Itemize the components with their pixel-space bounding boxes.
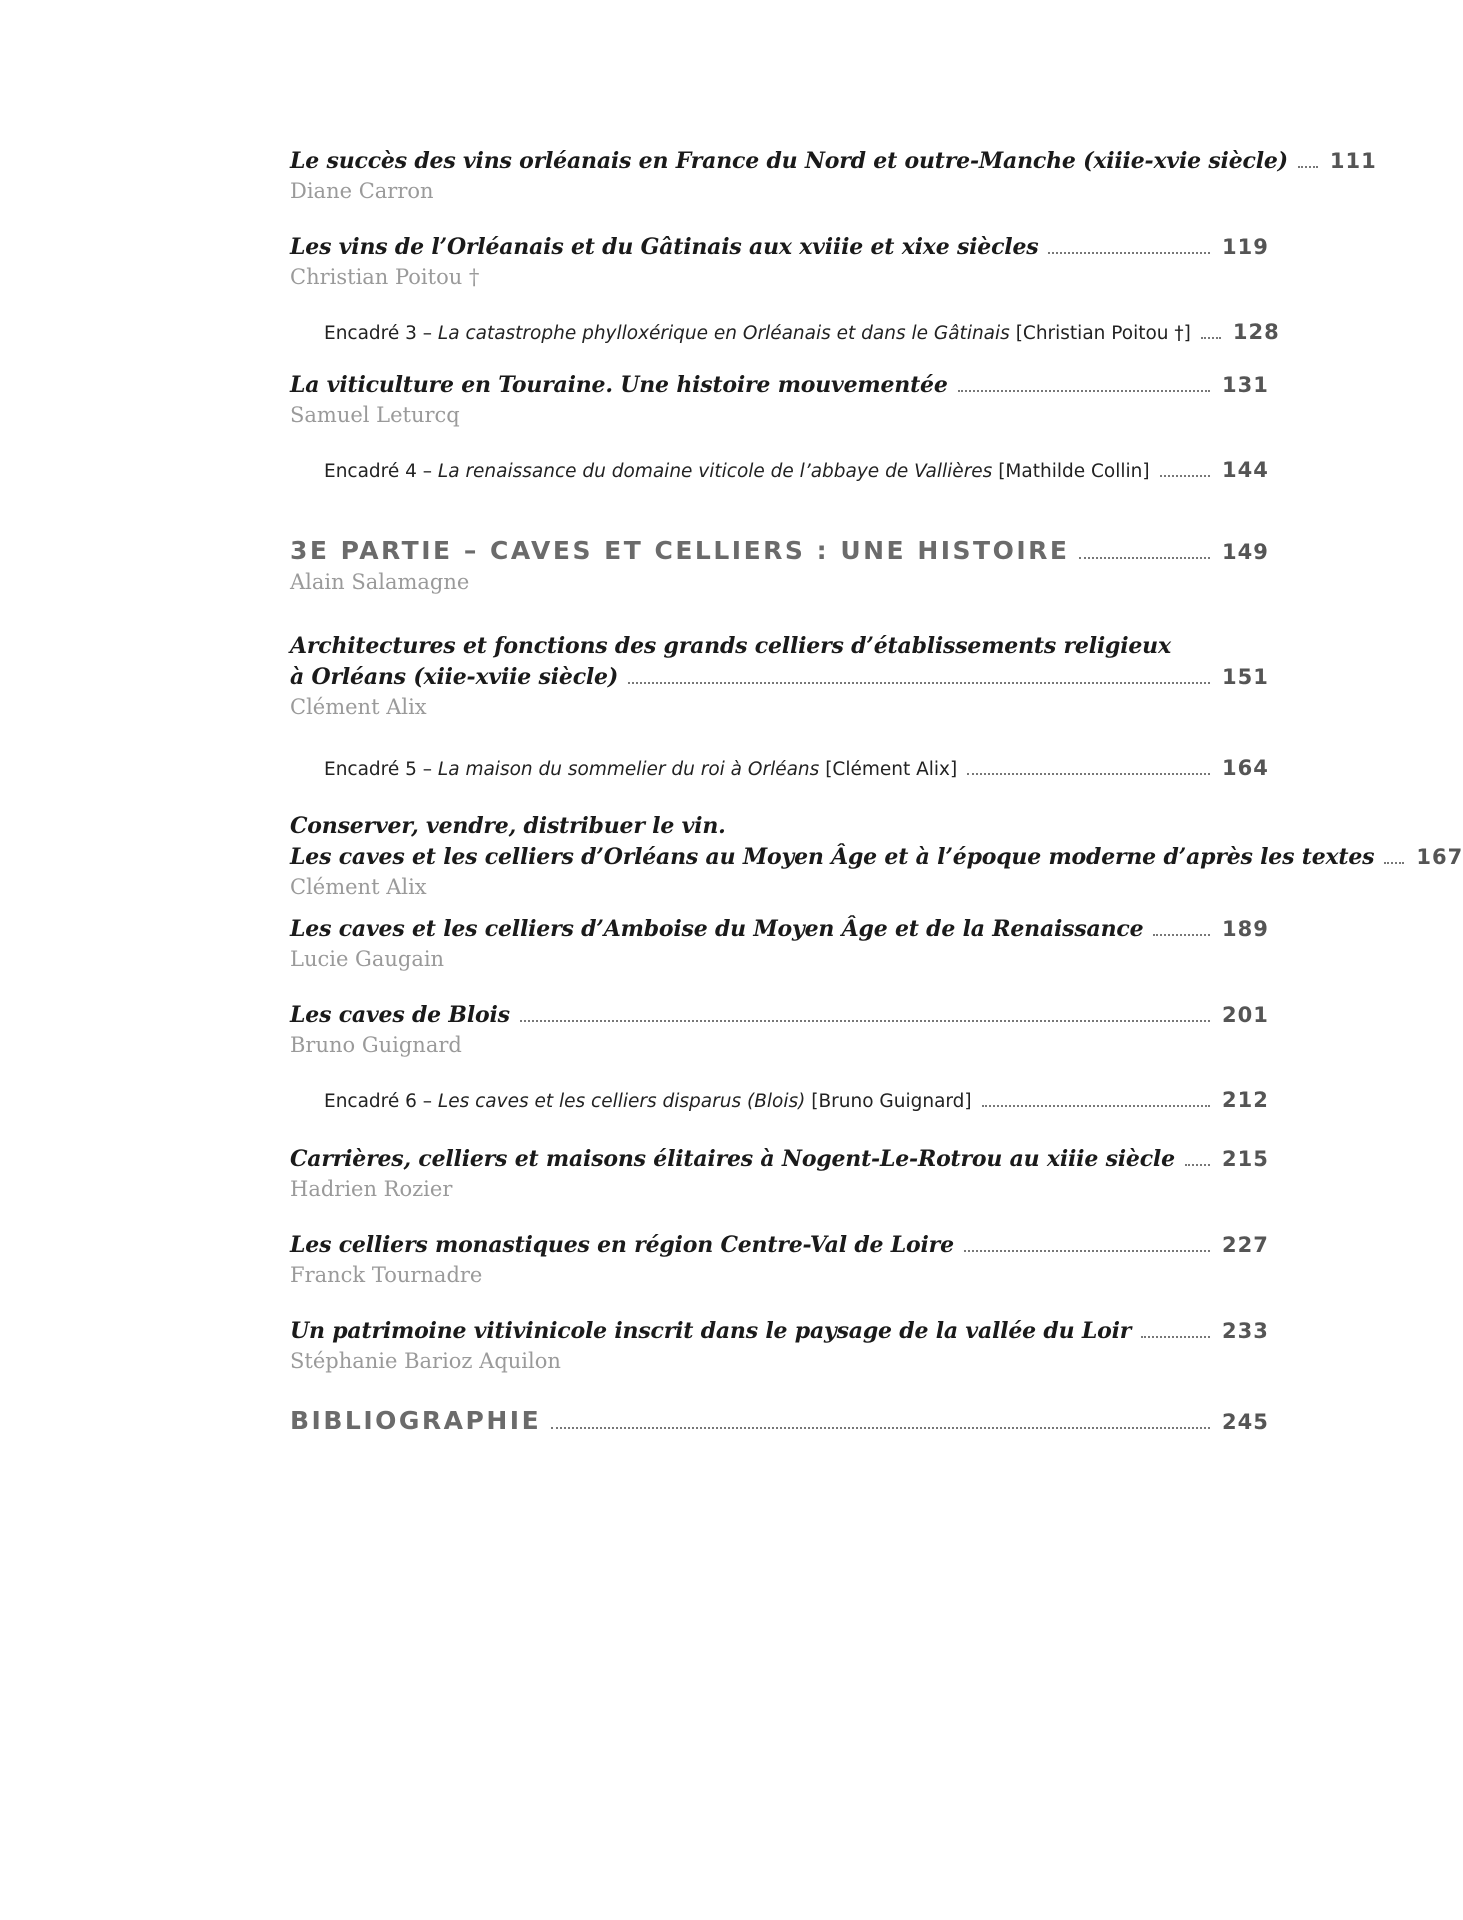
entry-line xyxy=(324,458,1269,483)
page-number: 131 xyxy=(1222,373,1269,397)
toc-entry[interactable] xyxy=(290,320,1280,345)
dot-leader xyxy=(1185,1163,1210,1166)
toc-entry[interactable] xyxy=(290,1002,1269,1062)
page-number: 189 xyxy=(1222,917,1269,941)
page-number: 151 xyxy=(1222,665,1269,689)
entry-title: Les celliers monastiques en région Centre-Val de Loire xyxy=(290,1232,954,1258)
toc-entry[interactable] xyxy=(290,458,1269,483)
box-author: [Bruno Guignard] xyxy=(811,1091,972,1112)
entry-line xyxy=(290,1232,1269,1258)
entry-title: Les caves et les celliers d’Orléans au Moyen Âge et à l’époque moderne d’après les textes xyxy=(290,844,1375,870)
entry-title: Carrières, celliers et maisons élitaires à Nogent-Le-Rotrou au xiiie siècle xyxy=(290,1146,1175,1172)
box-label: Encadré 5 – xyxy=(324,759,433,780)
entry-line xyxy=(324,320,1280,345)
dot-leader xyxy=(982,1104,1210,1107)
entry-line xyxy=(290,234,1269,260)
dot-leader xyxy=(551,1426,1210,1429)
dot-leader xyxy=(1298,165,1318,168)
page-number: 119 xyxy=(1222,235,1269,259)
entry-author: Diane Carron xyxy=(290,179,434,203)
toc-entry[interactable] xyxy=(290,1406,1269,1435)
toc-entry[interactable] xyxy=(290,234,1269,294)
page-number: 164 xyxy=(1222,756,1269,780)
box-author: [Mathilde Collin] xyxy=(998,461,1150,482)
entry-author: Samuel Leturcq xyxy=(290,403,460,427)
box-title: La catastrophe phylloxérique en Orléanais et dans le Gâtinais xyxy=(437,323,1010,344)
entry-author: Christian Poitou † xyxy=(290,265,480,289)
entry-line xyxy=(290,844,1463,870)
entry-author: Clément Alix xyxy=(290,695,427,719)
entry-title: La viticulture en Touraine. Une histoire mouvementée xyxy=(290,372,948,398)
page-number: 111 xyxy=(1329,149,1377,173)
entry-title-line1: Architectures et fonctions des grands celliers d’établissements religieux xyxy=(290,633,1171,659)
entry-author: Hadrien Rozier xyxy=(290,1177,453,1201)
page-number: 215 xyxy=(1222,1147,1269,1171)
entry-author: Stéphanie Barioz Aquilon xyxy=(290,1349,561,1373)
page-number: 227 xyxy=(1222,1233,1269,1257)
dot-leader xyxy=(520,1019,1210,1022)
page-number: 167 xyxy=(1416,845,1463,869)
box-label: Encadré 6 – xyxy=(324,1091,433,1112)
box-author: [Christian Poitou †] xyxy=(1015,323,1191,344)
toc-entry[interactable] xyxy=(290,372,1269,432)
entry-title: Les vins de l’Orléanais et du Gâtinais aux xviiie et xixe siècles xyxy=(290,234,1039,260)
part-title: BIBLIOGRAPHIE xyxy=(290,1406,542,1435)
entry-title: Les caves et les celliers d’Amboise du Moyen Âge et de la Renaissance xyxy=(290,916,1144,942)
dot-leader xyxy=(1079,556,1210,559)
page-number: 201 xyxy=(1222,1003,1269,1027)
entry-line xyxy=(290,1318,1269,1344)
entry-line xyxy=(324,1088,1269,1113)
toc-entry[interactable] xyxy=(290,1232,1269,1292)
toc-entry[interactable] xyxy=(290,1146,1269,1206)
dot-leader xyxy=(967,772,1210,775)
toc-entry[interactable] xyxy=(290,808,1463,904)
box-title: La maison du sommelier du roi à Orléans xyxy=(437,759,820,780)
page-number: 245 xyxy=(1222,1410,1269,1434)
toc-entry[interactable] xyxy=(290,1088,1269,1113)
page-number: 212 xyxy=(1222,1088,1269,1112)
entry-line xyxy=(290,1002,1269,1028)
box-title: Les caves et les celliers disparus (Blois) xyxy=(437,1091,806,1112)
entry-title: Les caves de Blois xyxy=(290,1002,510,1028)
entry-line xyxy=(290,916,1269,942)
entry-author: Lucie Gaugain xyxy=(290,947,445,971)
entry-line xyxy=(290,148,1377,174)
entry-author: Alain Salamagne xyxy=(290,570,470,594)
dot-leader xyxy=(1048,251,1210,254)
dot-leader xyxy=(964,1249,1210,1252)
box-label: Encadré 4 – xyxy=(324,461,433,482)
entry-line xyxy=(290,664,1269,690)
entry-line xyxy=(324,756,1269,781)
dot-leader xyxy=(1160,474,1210,477)
box-label: Encadré 3 – xyxy=(324,323,433,344)
box-title: La renaissance du domaine viticole de l’abbaye de Vallières xyxy=(437,461,993,482)
page-number: 149 xyxy=(1222,540,1269,564)
entry-title: Un patrimoine vitivinicole inscrit dans le paysage de la vallée du Loir xyxy=(290,1318,1132,1344)
entry-title-line1: Conserver, vendre, distribuer le vin. xyxy=(290,813,726,839)
toc-entry[interactable] xyxy=(290,628,1269,724)
entry-author: Clément Alix xyxy=(290,875,427,899)
entry-title: à Orléans (xiie-xviie siècle) xyxy=(290,664,619,690)
dot-leader xyxy=(1141,1335,1210,1338)
page-number: 128 xyxy=(1232,320,1280,344)
toc-entry[interactable] xyxy=(290,1318,1269,1378)
entry-line xyxy=(290,1406,1269,1435)
toc-entry[interactable] xyxy=(290,756,1269,781)
entry-line xyxy=(290,1146,1269,1172)
page-number: 144 xyxy=(1222,458,1269,482)
part-title: 3E PARTIE – CAVES ET CELLIERS : UNE HISTOIRE xyxy=(290,536,1070,565)
dot-leader xyxy=(628,681,1210,684)
entry-title: Le succès des vins orléanais en France du Nord et outre-Manche (xiiie-xvie siècle) xyxy=(290,148,1288,174)
dot-leader xyxy=(958,389,1210,392)
entry-author: Franck Tournadre xyxy=(290,1263,483,1287)
dot-leader xyxy=(1153,933,1210,936)
toc-entry[interactable] xyxy=(290,148,1377,208)
toc-entry[interactable] xyxy=(290,916,1269,976)
toc-entry[interactable] xyxy=(290,536,1269,599)
dot-leader xyxy=(1384,861,1404,864)
entry-line xyxy=(290,536,1269,565)
entry-author: Bruno Guignard xyxy=(290,1033,462,1057)
page-number: 233 xyxy=(1222,1319,1269,1343)
box-author: [Clément Alix] xyxy=(825,759,958,780)
entry-line xyxy=(290,372,1269,398)
dot-leader xyxy=(1201,336,1221,339)
